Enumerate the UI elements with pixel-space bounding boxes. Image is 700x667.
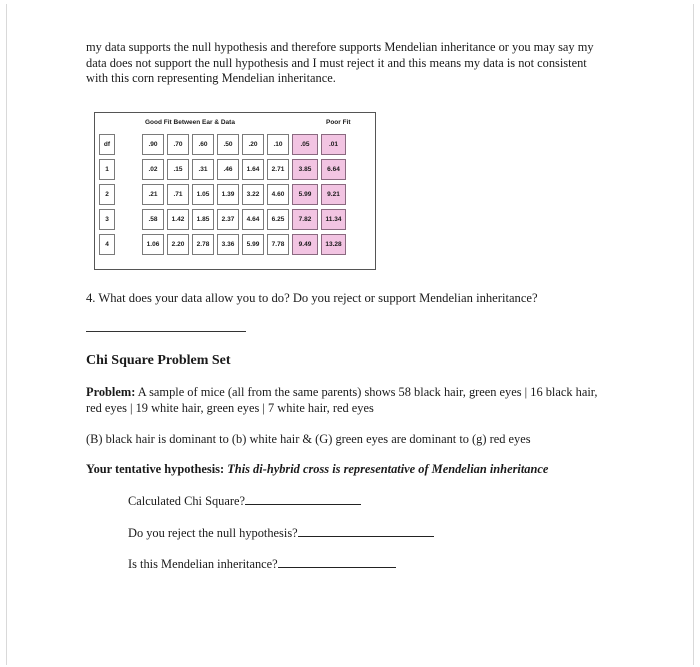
table-header-cell: .90 [142, 134, 164, 155]
question-reject-null [128, 526, 434, 541]
table-cell: 4.60 [267, 184, 289, 205]
table-cell: 4 [99, 234, 115, 255]
table-cell: 2.20 [167, 234, 189, 255]
table-cell: 2 [99, 184, 115, 205]
problem-label: Problem: [86, 385, 136, 399]
table-cell: 5.99 [242, 234, 264, 255]
table-cell: .21 [142, 184, 164, 205]
table-cell: 2.37 [217, 209, 239, 230]
mendelian-blank[interactable] [278, 557, 396, 568]
intro-paragraph: my data supports the null hypothesis and therefore supports Mendelian inheritance or you may say my data does not support the null hypothesis and I must reject it and this means my data is not consistent with this corn representing Mendelian inheritance. [86, 40, 594, 85]
poor-fit-label: Poor Fit [326, 119, 351, 126]
chi-square-table [94, 112, 376, 270]
table-cell: 1.42 [167, 209, 189, 230]
table-header-cell: .60 [192, 134, 214, 155]
table-header-cell: .01 [321, 134, 346, 155]
table-cell: 1 [99, 159, 115, 180]
table-header-cell: .05 [292, 134, 318, 155]
table-cell: 3.36 [217, 234, 239, 255]
dominance-statement: (B) black hair is dominant to (b) white hair & (G) green eyes are dominant to (g) red eyes [86, 432, 531, 446]
problem-text: A sample of mice (all from the same parents) shows 58 black hair, green eyes | 16 black hair, red eyes | 19 white hair, green eyes | 7 white hair, red eyes [86, 385, 598, 415]
problem-set-title: Chi Square Problem Set [86, 353, 231, 368]
reject-null-blank[interactable] [298, 526, 434, 537]
table-cell: 9.21 [321, 184, 346, 205]
table-cell: 13.28 [321, 234, 346, 255]
table-cell: 6.25 [267, 209, 289, 230]
table-cell: 3 [99, 209, 115, 230]
mendelian-label: Is this Mendelian inheritance? [128, 557, 278, 571]
tentative-hypothesis [86, 462, 548, 477]
table-cell: 5.99 [292, 184, 318, 205]
table-header-cell: .50 [217, 134, 239, 155]
table-cell: 1.64 [242, 159, 264, 180]
table-cell: 1.06 [142, 234, 164, 255]
table-cell: 3.22 [242, 184, 264, 205]
table-cell: .71 [167, 184, 189, 205]
table-cell: .31 [192, 159, 214, 180]
table-cell: .02 [142, 159, 164, 180]
calculated-chi-label: Calculated Chi Square? [128, 494, 245, 508]
table-cell: .15 [167, 159, 189, 180]
question-calculated-chi [128, 494, 361, 509]
table-cell: 7.78 [267, 234, 289, 255]
hypothesis-text: This di-hybrid cross is representative of Mendelian inheritance [224, 462, 549, 476]
table-cell: 2.78 [192, 234, 214, 255]
chi-table-grid [99, 134, 346, 255]
table-cell: .58 [142, 209, 164, 230]
table-header-cell: .20 [242, 134, 264, 155]
table-cell: 3.85 [292, 159, 318, 180]
table-header-cell: df [99, 134, 115, 155]
table-cell: 9.49 [292, 234, 318, 255]
table-cell: 4.64 [242, 209, 264, 230]
table-header-cell: .10 [267, 134, 289, 155]
table-cell: 1.85 [192, 209, 214, 230]
table-cell: 1.39 [217, 184, 239, 205]
table-cell: 6.64 [321, 159, 346, 180]
table-cell: 2.71 [267, 159, 289, 180]
table-header-cell: .70 [167, 134, 189, 155]
table-cell: 1.05 [192, 184, 214, 205]
reject-null-label: Do you reject the null hypothesis? [128, 526, 298, 540]
table-cell: 7.82 [292, 209, 318, 230]
problem-paragraph [86, 385, 606, 416]
calculated-chi-blank[interactable] [245, 494, 361, 505]
question-mendelian [128, 557, 396, 572]
answer-line[interactable] [86, 331, 246, 332]
table-cell: .46 [217, 159, 239, 180]
hypothesis-label: Your tentative hypothesis: [86, 462, 225, 476]
question-4: 4. What does your data allow you to do? Do you reject or support Mendelian inheritance? [86, 291, 538, 305]
good-fit-label: Good Fit Between Ear & Data [145, 119, 235, 126]
table-cell: 11.34 [321, 209, 346, 230]
